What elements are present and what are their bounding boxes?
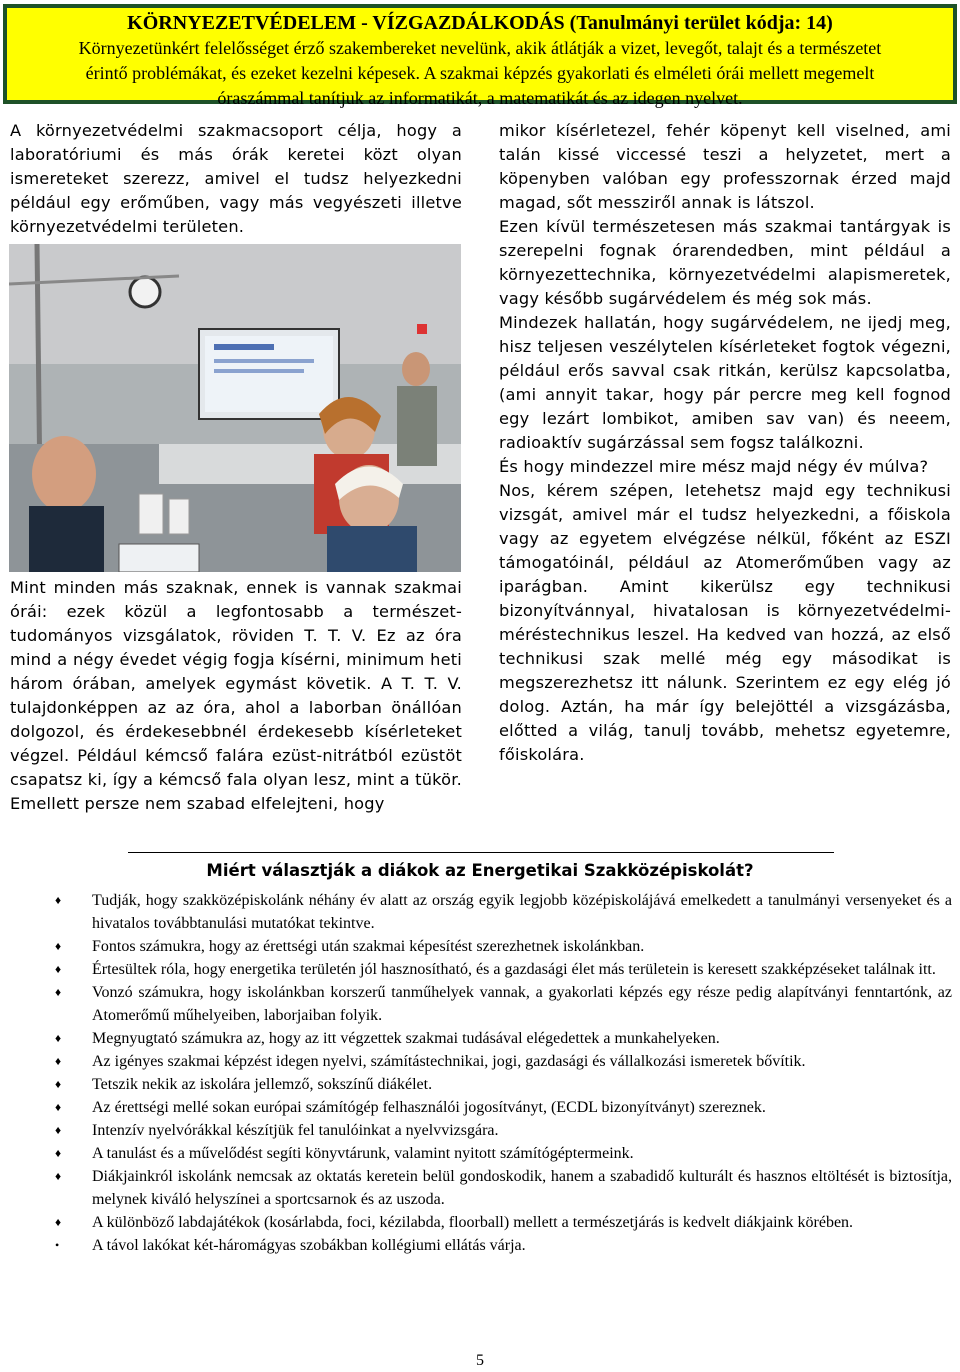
round-bullet-icon: • bbox=[55, 1238, 60, 1252]
list-item-text: Fontos számukra, hogy az érettségi után szakmai képesítést szerezhetnek iskolánkban. bbox=[92, 938, 645, 955]
section-divider bbox=[128, 852, 834, 853]
banner-line-3: óraszámmal tanítjuk az informatikát, a matematikát és az idegen nyelvet. bbox=[217, 88, 743, 108]
left-column-intro bbox=[10, 119, 462, 239]
banner-title: KÖRNYEZETVÉDELEM - VÍZGAZDÁLKODÁS (Tanulmányi terület kódja: 14) bbox=[127, 12, 833, 34]
list-item bbox=[55, 1165, 952, 1211]
list-item bbox=[55, 981, 952, 1027]
right-column bbox=[499, 119, 951, 767]
diamond-bullet-icon: ♦ bbox=[55, 1146, 62, 1160]
diamond-bullet-icon: ♦ bbox=[55, 893, 62, 907]
list-item-text: Vonzó számukra, hogy iskolánkban korszerű tanműhelyek vannak, a gyakorlati képzés egy része pedig alapítványi fenntartónk, az Atomerőmű műhelyeiben, laborjaiban folyik. bbox=[92, 984, 952, 1024]
intro-paragraph: A környezetvédelmi szakmacsoport célja, hogy a laboratóriumi és más órák keretei közt olyan ismereteket szerezz, amivel el tudsz helyezkedni például egy erőműben, vagy más vegyészeti illetve környezetvédelmi területen. bbox=[10, 121, 462, 236]
list-item-text: Az érettségi mellé sokan európai számítógép felhasználói jogosítványt, (ECDL bizonyítványt) szereznek. bbox=[92, 1099, 766, 1116]
list-item bbox=[55, 1211, 952, 1234]
list-item-text: Tetszik nekik az iskolára jellemző, sokszínű diákélet. bbox=[92, 1076, 433, 1093]
diamond-bullet-icon: ♦ bbox=[55, 1215, 62, 1229]
laboratory-classroom-photo bbox=[9, 244, 461, 572]
list-item-text: A távol lakókat két-háromágyas szobákban kollégiumi ellátás várja. bbox=[92, 1237, 526, 1254]
diamond-bullet-icon: ♦ bbox=[55, 939, 62, 953]
continuation-paragraph: Mint minden más szaknak, ennek is vannak szakmai órái: ezek közül a legfontosabb a természet-tudományos vizsgálatok, röviden T. T. V. Ez az óra mind a négy évedet végig fogja kísérni, minimum heti három órában, amelyek egymást követik. A T. T. V. tulajdonképpen az az óra, ahol a laborban önállóan dolgozol, és érdekesebbnél érdekesebb kísérleteket végzel. Például kémcső falára ezüst-nitrátból ezüstöt csapatsz ki, így a kémcső fala olyan lesz, mint a tükör. Emellett persze nem szabad elfelejteni, hogy bbox=[10, 578, 462, 813]
list-item bbox=[55, 1234, 952, 1257]
list-item bbox=[55, 958, 952, 981]
banner-line-1: Környezetünkért felelősséget érző szakembereket nevelünk, akik átlátják a vizet, levegőt, talajt és a természetet bbox=[78, 38, 882, 58]
banner-line-2: érintő problémákat, és ezeket kezelni képesek. A szakmai képzés gyakorlati és elméleti órái mellett megemelt bbox=[85, 63, 875, 83]
right-paragraph-3: Mindezek hallatán, hogy sugárvédelem, ne ijedj meg, hisz teljesen veszélytelen kísérleteket fogtok végezni, például erős savval csak ritkán, kerülsz kapcsolatba, (ami annyit takar, hogy pár percre meg kell fognod egy lezárt lombikot, amiben sav van) és neeem, radioaktív sugárzással sem fogsz találkozni. bbox=[499, 313, 951, 452]
list-item-text: Diákjainkról iskolánk nemcsak az oktatás keretein belül gondoskodik, hanem a szabadidő kulturált és hasznos eltöltését is biztosítja, melynek kiváló helyszínei a sportcsarnok és az uszoda. bbox=[92, 1168, 952, 1208]
diamond-bullet-icon: ♦ bbox=[55, 1169, 62, 1183]
list-item bbox=[55, 1073, 952, 1096]
list-item-text: A tanulást és a művelődést segíti könyvtárunk, valamint nyitott számítógéptermeink. bbox=[92, 1145, 634, 1162]
diamond-bullet-icon: ♦ bbox=[55, 1077, 62, 1091]
right-paragraph-1: mikor kísérletezel, fehér köpenyt kell viselned, ami talán kissé viccessé teszi a helyzetet, mert a köpenyben valóban egy professzornak érzed majd magad, sőt messziről annak is látszol. bbox=[499, 121, 951, 212]
list-item-text: Értesültek róla, hogy energetika területén jól hasznosítható, és a gazdasági élet más területein is keresett szakképzéseket találnak itt. bbox=[92, 961, 936, 978]
page-number: 5 bbox=[476, 1352, 484, 1369]
list-item bbox=[55, 889, 952, 935]
list-item-text: Megnyugtató számukra az, hogy az itt végzettek szakmai tudásával elégedettek a munkahelyeken. bbox=[92, 1030, 720, 1047]
list-item-text: Tudják, hogy szakközépiskolánk néhány év alatt az ország egyik legjobb középiskolájává emelkedett a tanulmányi versenyeket és a hivatalos továbbtanulási mutatókat tekintve. bbox=[92, 892, 952, 932]
right-paragraph-5: Nos, kérem szépen, letehetsz majd egy technikusi vizsgát, amivel már el tudsz helyezkedni, a főiskola vagy az egyetem elvégzése nélkül, főként az ESZI támogatóinál, például az Atomerőműben vagy az iparágban. Amint kikerülsz egy technikusi bizonyítvánnyal, hivatalosan is környezetvédelmi-méréstechnikus leszel. Ha kedved van hozzá, az első technikusi szak mellé még egy másodikat is megszerezhetsz itt nálunk. Szerintem ez egy elég jó dolog. Aztán, ha már így belejöttél a vizsgázásba, előtted a világ, tanulj tovább, mehetsz egyetemre, főiskolára. bbox=[499, 481, 951, 764]
list-item bbox=[55, 1119, 952, 1142]
list-item bbox=[55, 935, 952, 958]
list-item bbox=[55, 1050, 952, 1073]
diamond-bullet-icon: ♦ bbox=[55, 1100, 62, 1114]
header-banner bbox=[3, 4, 957, 108]
diamond-bullet-icon: ♦ bbox=[55, 985, 62, 999]
section-title: Miért választják a diákok az Energetikai Szakközépiskolát? bbox=[206, 861, 754, 880]
diamond-bullet-icon: ♦ bbox=[55, 962, 62, 976]
list-item-text: Intenzív nyelvórákkal készítjük fel tanulóinkat a nyelvvizsgára. bbox=[92, 1122, 499, 1139]
list-item-text: Az igényes szakmai képzést idegen nyelvi, számítástechnikai, jogi, gazdasági és vállalkozási ismeretek bővítik. bbox=[92, 1053, 806, 1070]
list-item bbox=[55, 1027, 952, 1050]
diamond-bullet-icon: ♦ bbox=[55, 1054, 62, 1068]
right-paragraph-2: Ezen kívül természetesen más szakmai tantárgyak is szerepelni fognak órarendedben, mint például a környezettechnika, környezetvédelmi alapismeretek, vagy később sugárvédelem és még sok más. bbox=[499, 217, 951, 308]
left-column-continuation bbox=[10, 576, 462, 816]
benefits-list bbox=[55, 889, 952, 1257]
list-item bbox=[55, 1096, 952, 1119]
diamond-bullet-icon: ♦ bbox=[55, 1031, 62, 1045]
list-item bbox=[55, 1142, 952, 1165]
photo-illustration bbox=[9, 244, 461, 572]
diamond-bullet-icon: ♦ bbox=[55, 1123, 62, 1137]
right-paragraph-4: És hogy mindezzel mire mész majd négy év múlva? bbox=[499, 457, 929, 476]
list-item-text: A különböző labdajátékok (kosárlabda, foci, kézilabda, floorball) mellett a természetjárás is kedvelt diákjaink körében. bbox=[92, 1214, 854, 1231]
